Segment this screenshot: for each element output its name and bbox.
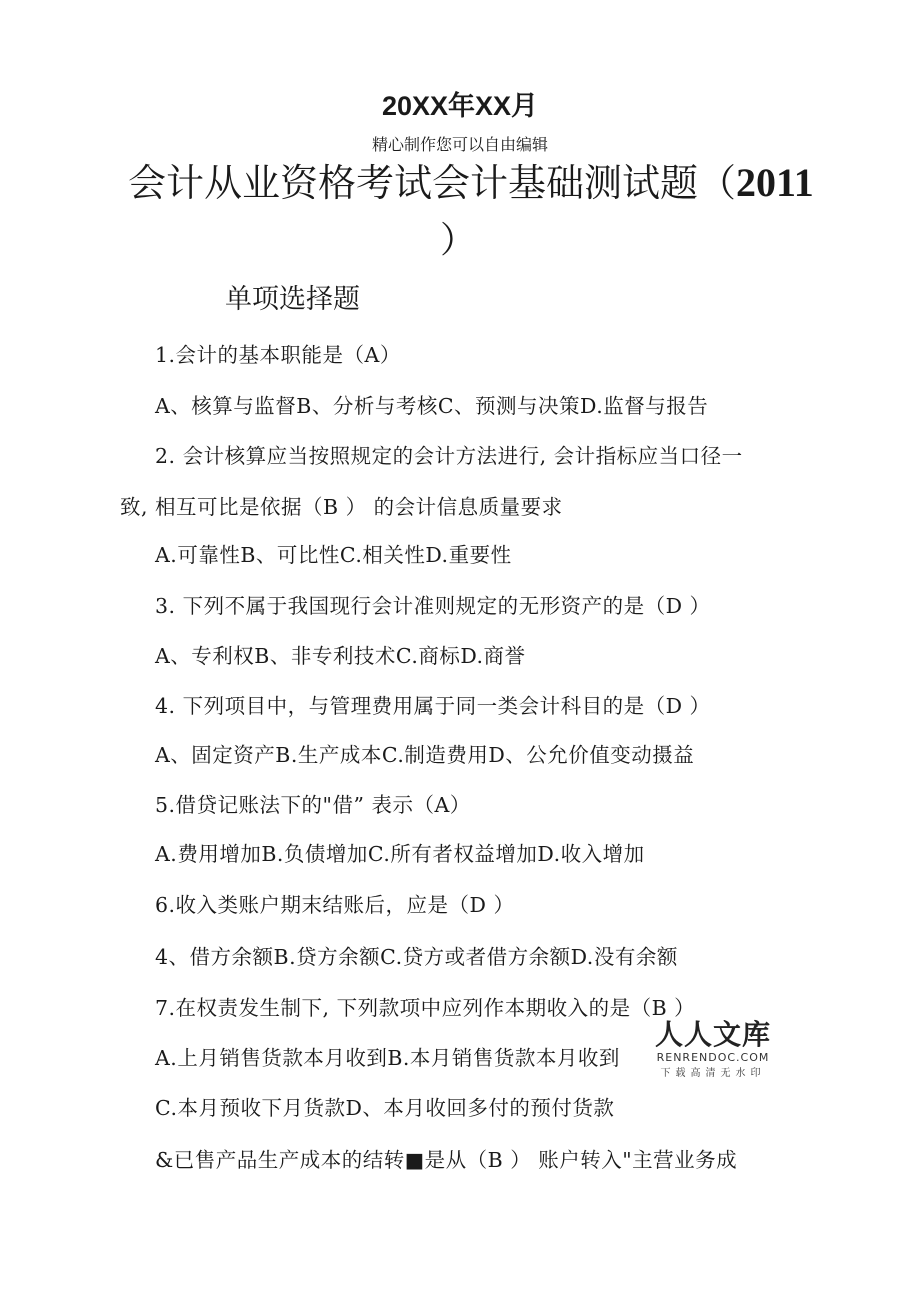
answer-options-line: C.本月预收下月货款D、本月收回多付的预付货款 xyxy=(155,1096,615,1120)
section-heading: 单项选择题 xyxy=(225,284,360,315)
watermark-url: RENRENDOC.COM xyxy=(656,1051,770,1064)
header-note: 精心制作您可以自由编辑 xyxy=(371,135,548,154)
question-line: 1.会计的基本职能是（A） xyxy=(155,343,401,367)
answer-options-line: A、核算与监督B、分析与考核C、预测与决策D.监督与报告 xyxy=(155,394,709,418)
question-line: 5.借贷记账法下的"借” 表示（A） xyxy=(155,793,471,817)
document-title xyxy=(128,158,814,208)
question-continuation-line: 致, 相互可比是依据（B ） 的会计信息质量要求 xyxy=(120,495,563,519)
question-line: 7.在权责发生制下, 下列款项中应列作本期收入的是（B ） xyxy=(155,996,696,1020)
question-line: 6.收入类账户期末结账后，应是（D ） xyxy=(155,893,515,917)
header-date: 20XX年XX月 xyxy=(381,91,539,121)
answer-options-line: A.上月销售货款本月收到B.本月销售货款本月收到 xyxy=(155,1046,620,1070)
question-line: 2. 会计核算应当按照规定的会计方法进行, 会计指标应当口径一 xyxy=(155,444,743,468)
question-line: 4. 下列项目中，与管理费用属于同一类会计科目的是（D ） xyxy=(155,694,711,718)
question-line: &已售产品生产成本的结转■是从（B ） 账户转入"主营业务成 xyxy=(155,1148,738,1172)
answer-options-line: A.可靠性B、可比性C.相关性D.重要性 xyxy=(155,543,512,567)
answer-options-line: 4、借方余额B.贷方余额C.贷方或者借方余额D.没有余额 xyxy=(155,945,678,969)
answer-options-line: A、固定资产B.生产成本C.制造费用D、公允价值变动摄益 xyxy=(155,743,695,767)
watermark-brand: 人人文库 xyxy=(654,1018,771,1051)
answer-options-line: A、专利权B、非专利技术C.商标D.商誉 xyxy=(155,644,526,668)
title-close-paren: ） xyxy=(440,220,477,261)
answer-options-line: A.费用增加B.负债增加C.所有者权益增加D.收入增加 xyxy=(155,842,645,866)
watermark-tagline: 下载高清无水印 xyxy=(660,1068,766,1079)
title-year: 2011 xyxy=(736,160,814,205)
watermark-logo xyxy=(648,1013,778,1079)
question-line: 3. 下列不属于我国现行会计准则规定的无形资产的是（D ） xyxy=(155,594,711,618)
title-main: 会计从业资格考试会计基础测试题（ xyxy=(128,161,737,205)
